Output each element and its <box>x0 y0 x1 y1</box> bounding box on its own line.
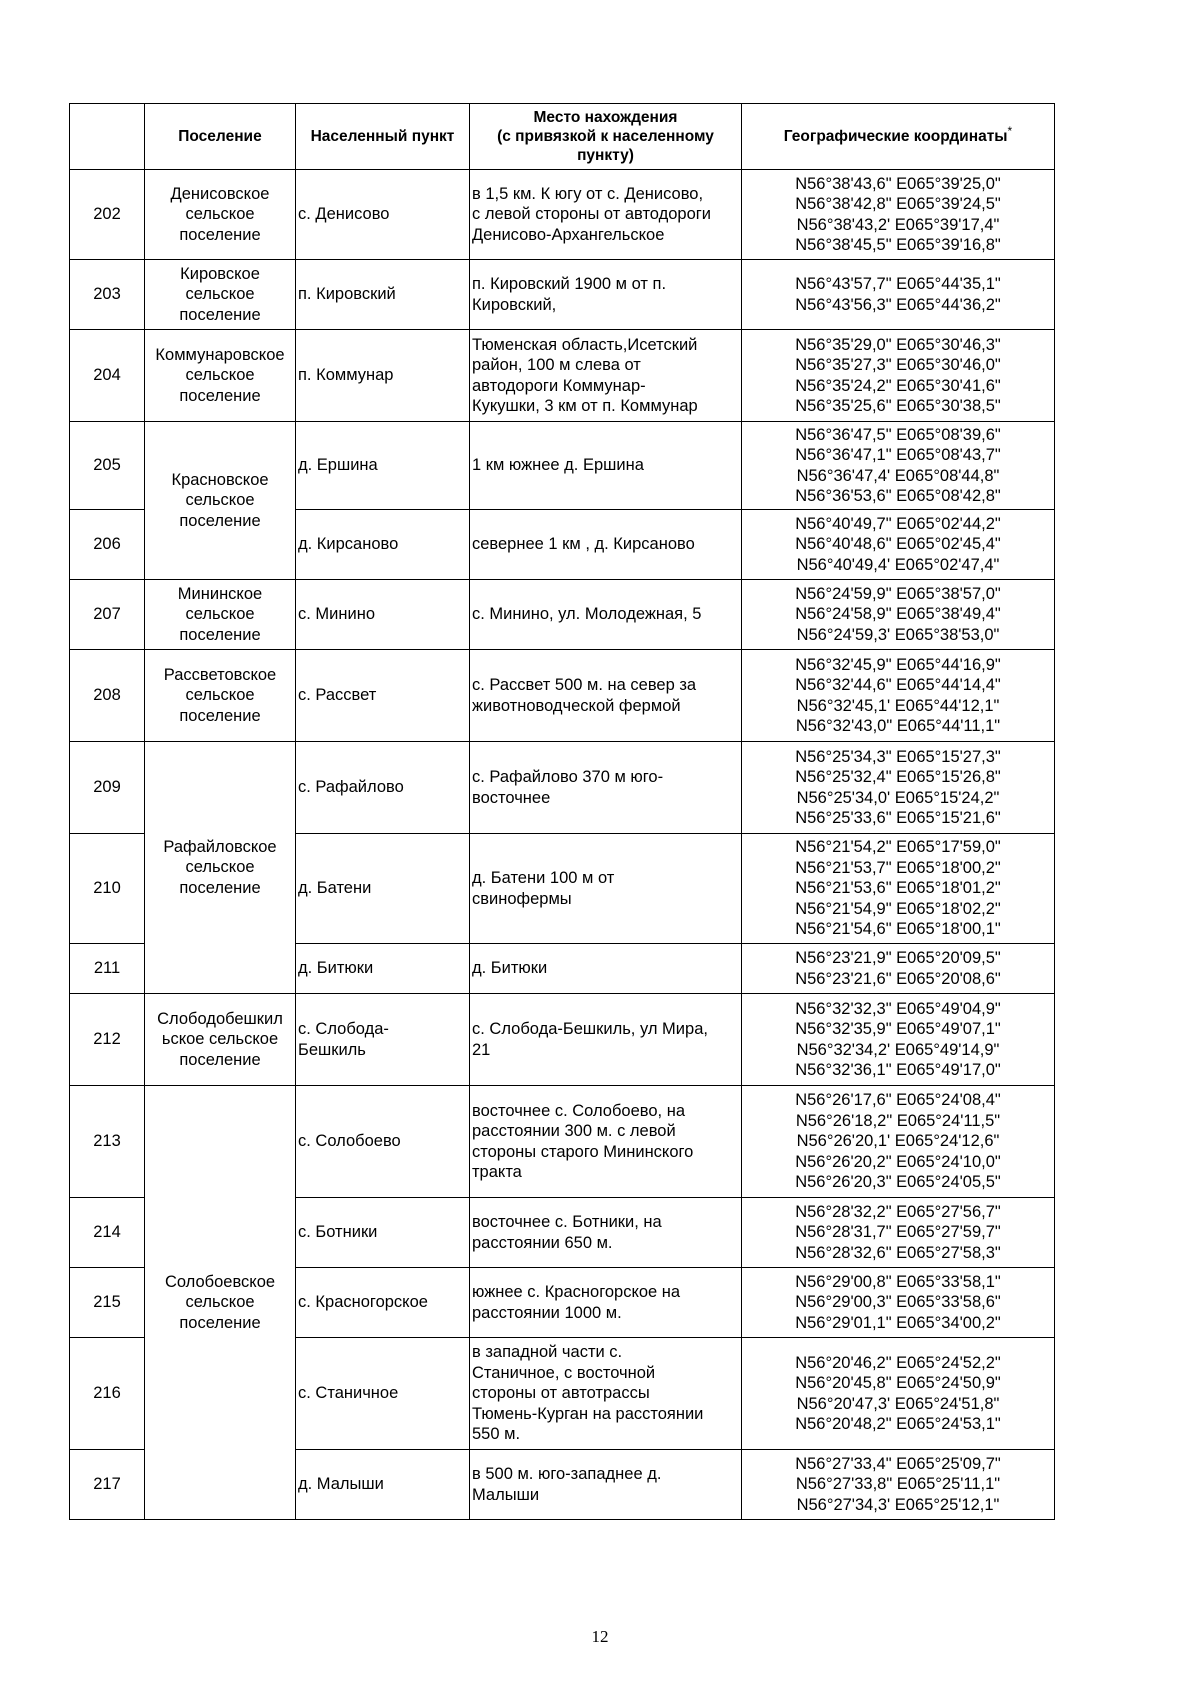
location-cell <box>470 944 742 994</box>
locality-cell <box>296 1086 470 1198</box>
coordinate-line: N56°21'53,6" E065°18'01,2" <box>795 879 1001 898</box>
location-line: автодороги Коммунар- <box>472 376 646 395</box>
coordinate-line: N56°38'45,5" E065°39'16,8" <box>795 236 1001 254</box>
coordinate-line: N56°26'18,2" E065°24'11,5" <box>795 1111 1001 1130</box>
coordinate-line: N56°23'21,9" E065°20'09,5" <box>795 949 1001 967</box>
location-cell <box>470 510 742 580</box>
settlement-line: Слободобешкил <box>157 1009 283 1028</box>
location-cell <box>470 650 742 742</box>
table-row <box>70 170 1055 260</box>
coordinate-line: N56°43'57,7" E065°44'35,1" <box>795 275 1001 293</box>
coordinate-line: N56°32'44,6" E065°44'14,4" <box>795 676 1001 694</box>
location-line: Тюменская область,Исетский <box>472 335 698 354</box>
settlement-line: поселение <box>179 1050 261 1069</box>
coordinate-line: N56°36'47,5" E065°08'39,6" <box>795 425 1001 444</box>
coordinate-line: N56°26'20,1' E065°24'12,6" <box>796 1132 1000 1151</box>
location-line: Малыши <box>472 1485 540 1504</box>
locality-line: с. Денисово <box>298 205 390 224</box>
coordinate-line: N56°40'48,6" E065°02'45,4" <box>795 535 1001 554</box>
settlement-line: сельское <box>185 491 255 510</box>
coordinate-line: N56°28'32,6" E065°27'58,3" <box>795 1243 1001 1262</box>
settlement-line: поселение <box>179 625 261 644</box>
coordinates-cell <box>742 510 1055 580</box>
settlement-cell <box>145 170 296 260</box>
location-cell <box>470 834 742 944</box>
coordinate-line: N56°28'32,2" E065°27'56,7" <box>795 1202 1001 1221</box>
settlement-line: поселение <box>179 386 261 405</box>
coordinate-line: N56°20'46,2" E065°24'52,2" <box>795 1353 1001 1372</box>
coordinate-line: N56°24'59,9" E065°38'57,0" <box>795 584 1001 603</box>
coordinate-line: N56°25'34,0' E065°15'24,2" <box>796 788 1000 807</box>
row-number: 215 <box>70 1268 145 1338</box>
location-line: в западной части с. <box>472 1343 623 1362</box>
coordinate-line: N56°43'56,3" E065°44'36,2" <box>795 295 1001 314</box>
coordinates-cell <box>742 260 1055 330</box>
settlement-line: поселение <box>179 225 261 244</box>
table-row <box>70 580 1055 650</box>
locality-line: с. Станичное <box>298 1384 399 1403</box>
coordinate-line: N56°35'25,6" E065°30'38,5" <box>795 397 1001 415</box>
table-row <box>70 422 1055 510</box>
locality-cell <box>296 944 470 994</box>
settlement-cell <box>145 330 296 422</box>
row-number: 202 <box>70 170 145 260</box>
header-location <box>470 104 742 170</box>
coordinate-line: N56°32'35,9" E065°49'07,1" <box>795 1020 1001 1038</box>
location-line: восточнее с. Солобоево, на <box>472 1101 685 1120</box>
coordinates-cell <box>742 650 1055 742</box>
coordinate-line: N56°38'43,2' E065°39'17,4" <box>796 215 1000 234</box>
row-number: 206 <box>70 510 145 580</box>
settlement-line: Денисовское <box>170 184 270 203</box>
coordinates-cell <box>742 834 1055 944</box>
settlement-line: Рафайловское <box>163 837 277 856</box>
coordinate-line: N56°29'00,3" E065°33'58,6" <box>795 1293 1001 1312</box>
settlement-line: Мининское <box>177 584 263 603</box>
row-number: 213 <box>70 1086 145 1198</box>
locality-cell <box>296 330 470 422</box>
location-line: с. Рассвет 500 м. на север за <box>472 676 697 694</box>
location-line: стороны старого Мининского <box>472 1142 694 1161</box>
row-number: 207 <box>70 580 145 650</box>
coordinates-table <box>69 103 1055 1520</box>
location-cell <box>470 580 742 650</box>
coordinate-line: N56°32'36,1" E065°49'17,0" <box>795 1061 1001 1079</box>
coordinate-line: N56°20'48,2" E065°24'53,1" <box>795 1415 1001 1433</box>
settlement-cell <box>145 580 296 650</box>
location-line: Станичное, с восточной <box>472 1363 656 1382</box>
coordinate-line: N56°20'45,8" E065°24'50,9" <box>795 1374 1001 1392</box>
coordinate-line: N56°25'32,4" E065°15'26,8" <box>795 768 1001 786</box>
location-cell <box>470 994 742 1086</box>
location-cell <box>470 1268 742 1338</box>
settlement-line: поселение <box>179 1313 261 1332</box>
settlement-line: сельское <box>185 366 255 385</box>
coordinates-cell <box>742 170 1055 260</box>
location-cell <box>470 422 742 510</box>
settlement-line: сельское <box>185 1293 255 1312</box>
settlement-line: поселение <box>179 511 261 530</box>
settlement-line: поселение <box>179 305 261 324</box>
coordinates-cell <box>742 1086 1055 1198</box>
page-number: 12 <box>591 1627 609 1646</box>
locality-line: д. Ершина <box>298 456 378 475</box>
location-line: с. Слобода-Бешкиль, ул Мира, <box>472 1020 708 1038</box>
coordinate-line: N56°40'49,7" E065°02'44,2" <box>795 514 1001 533</box>
header-location-line: Место нахождения <box>533 109 678 126</box>
coordinate-line: N56°35'27,3" E065°30'46,0" <box>795 356 1001 374</box>
coordinate-line: N56°28'31,7" E065°27'59,7" <box>795 1223 1001 1242</box>
coordinates-cell <box>742 1198 1055 1268</box>
location-line: расстоянии 300 м. с левой <box>472 1122 676 1140</box>
table-row <box>70 260 1055 330</box>
location-line: восточнее с. Ботники, на <box>472 1213 662 1231</box>
location-line: в 500 м. юго-западнее д. <box>472 1465 662 1483</box>
coordinates-cell <box>742 1338 1055 1450</box>
locality-cell <box>296 834 470 944</box>
row-number: 209 <box>70 742 145 834</box>
location-line: д. Батени 100 м от <box>472 869 615 887</box>
locality-cell <box>296 260 470 330</box>
coordinate-line: N56°32'45,9" E065°44'16,9" <box>795 655 1001 674</box>
header-number <box>70 104 145 170</box>
locality-cell <box>296 1450 470 1520</box>
locality-cell <box>296 510 470 580</box>
settlement-cell <box>145 742 296 994</box>
coordinates-cell <box>742 994 1055 1086</box>
locality-cell <box>296 1198 470 1268</box>
location-cell <box>470 742 742 834</box>
location-line: животноводческой фермой <box>472 696 681 715</box>
row-number: 212 <box>70 994 145 1086</box>
header-location-line: пункту) <box>577 147 634 164</box>
coordinate-line: N56°21'53,7" E065°18'00,2" <box>795 858 1001 877</box>
row-number: 204 <box>70 330 145 422</box>
location-cell <box>470 1338 742 1450</box>
row-number: 210 <box>70 834 145 944</box>
location-line: 1 км южнее д. Ершина <box>472 456 644 475</box>
location-cell <box>470 1450 742 1520</box>
location-line: 21 <box>472 1040 491 1059</box>
coordinate-line: N56°24'59,3' E065°38'53,0" <box>796 625 1000 644</box>
location-line: Кукушки, 3 км от п. Коммунар <box>472 397 698 415</box>
table-row <box>70 742 1055 834</box>
location-line: п. Кировский 1900 м от п. <box>472 275 667 293</box>
coordinate-line: N56°20'47,3' E065°24'51,8" <box>796 1394 1000 1413</box>
coordinate-line: N56°35'24,2" E065°30'41,6" <box>795 376 1001 395</box>
settlement-line: Кировское <box>180 264 260 283</box>
settlement-line: сельское <box>185 858 255 877</box>
coordinate-line: N56°27'33,8" E065°25'11,1" <box>795 1475 1001 1494</box>
locality-line: с. Рафайлово <box>298 778 404 797</box>
location-line: д. Битюки <box>472 959 548 978</box>
settlement-line: поселение <box>179 706 261 725</box>
footnote-asterisk: * <box>1007 123 1013 138</box>
coordinate-line: N56°26'20,2" E065°24'10,0" <box>795 1152 1001 1171</box>
coordinate-line: N56°38'43,6" E065°39'25,0" <box>795 174 1001 193</box>
locality-cell <box>296 650 470 742</box>
settlement-cell <box>145 650 296 742</box>
coordinate-line: N56°32'32,3" E065°49'04,9" <box>795 999 1001 1018</box>
coordinate-line: N56°27'33,4" E065°25'09,7" <box>795 1454 1001 1473</box>
coordinate-line: N56°36'47,4' E065°08'44,8" <box>796 466 1000 485</box>
coordinate-line: N56°21'54,9" E065°18'02,2" <box>795 899 1001 918</box>
locality-line: с. Солобоево <box>298 1132 401 1151</box>
locality-cell <box>296 1338 470 1450</box>
settlement-line: Рассветовское <box>163 665 277 684</box>
location-cell <box>470 1086 742 1198</box>
settlement-line: ьское сельское <box>161 1030 279 1049</box>
location-line: с. Рафайлово 370 м юго- <box>472 768 664 786</box>
location-line: 550 м. <box>472 1425 521 1444</box>
row-number: 216 <box>70 1338 145 1450</box>
header-coordinates-label: Географические координаты <box>783 128 1008 145</box>
location-cell <box>470 170 742 260</box>
settlement-cell <box>145 1086 296 1520</box>
locality-line: с. Рассвет <box>298 686 377 705</box>
locality-line: д. Битюки <box>298 959 374 978</box>
row-number: 217 <box>70 1450 145 1520</box>
header-coordinates <box>742 104 1055 170</box>
coordinates-cell <box>742 330 1055 422</box>
settlement-cell <box>145 260 296 330</box>
locality-line: д. Малыши <box>298 1475 384 1494</box>
coordinate-line: N56°29'00,8" E065°33'58,1" <box>795 1272 1001 1291</box>
settlement-line: Красновское <box>171 470 269 489</box>
settlement-cell <box>145 994 296 1086</box>
locality-line: п. Кировский <box>298 285 396 304</box>
settlement-line: Солобоевское <box>164 1272 276 1291</box>
coordinate-line: N56°29'01,1" E065°34'00,2" <box>795 1313 1001 1332</box>
coordinate-line: N56°26'17,6" E065°24'08,4" <box>795 1091 1001 1110</box>
location-line: в 1,5 км. К югу от с. Денисово, <box>472 184 704 203</box>
coordinate-line: N56°24'58,9" E065°38'49,4" <box>795 605 1001 624</box>
location-cell <box>470 1198 742 1268</box>
location-line: Кировский, <box>472 295 557 314</box>
locality-line: с. Минино <box>298 605 375 624</box>
coordinate-line: N56°25'34,3" E065°15'27,3" <box>795 747 1001 766</box>
settlement-line: сельское <box>185 605 255 624</box>
location-cell <box>470 260 742 330</box>
coordinate-line: N56°32'43,0" E065°44'11,1" <box>795 717 1001 735</box>
settlement-cell <box>145 422 296 580</box>
coordinate-line: N56°38'42,8" E065°39'24,5" <box>795 195 1001 213</box>
locality-cell <box>296 994 470 1086</box>
coordinate-line: N56°21'54,2" E065°17'59,0" <box>795 838 1001 857</box>
coordinate-line: N56°27'34,3' E065°25'12,1" <box>796 1495 1000 1514</box>
locality-line: с. Слобода- <box>298 1020 389 1038</box>
coordinate-line: N56°26'20,3" E065°24'05,5" <box>795 1173 1001 1192</box>
table-header-row <box>70 104 1055 170</box>
locality-cell <box>296 1268 470 1338</box>
settlement-line: Коммунаровское <box>155 345 285 364</box>
coordinate-line: N56°25'33,6" E065°15'21,6" <box>795 809 1001 827</box>
coordinates-cell <box>742 1268 1055 1338</box>
locality-line: п. Коммунар <box>298 366 394 385</box>
row-number: 203 <box>70 260 145 330</box>
coordinate-line: N56°21'54,6" E065°18'00,1" <box>795 920 1001 939</box>
locality-cell <box>296 580 470 650</box>
coordinates-cell <box>742 1450 1055 1520</box>
table-body <box>70 170 1055 1520</box>
table-row <box>70 994 1055 1086</box>
locality-line: Бешкиль <box>298 1040 366 1059</box>
locality-cell <box>296 742 470 834</box>
locality-line: д. Кирсаново <box>298 535 399 554</box>
location-line: южнее с. Красногорское на <box>472 1283 681 1301</box>
settlement-line: сельское <box>185 686 255 705</box>
table-row <box>70 650 1055 742</box>
table-row <box>70 330 1055 422</box>
location-line: расстоянии 650 м. <box>472 1233 613 1252</box>
location-line: Тюмень-Курган на расстоянии <box>472 1404 704 1423</box>
coordinate-line: N56°32'45,1' E065°44'12,1" <box>796 696 1000 715</box>
row-number: 214 <box>70 1198 145 1268</box>
header-location-line: (с привязкой к населенному <box>497 128 714 145</box>
locality-line: с. Красногорское <box>298 1293 428 1312</box>
location-line: расстоянии 1000 м. <box>472 1303 622 1322</box>
location-line: севернее 1 км , д. Кирсаново <box>472 535 695 554</box>
location-line: тракта <box>472 1163 522 1181</box>
coordinate-line: N56°35'29,0" E065°30'46,3" <box>795 335 1001 354</box>
settlement-line: сельское <box>185 285 255 304</box>
settlement-line: сельское <box>185 205 255 224</box>
locality-cell <box>296 422 470 510</box>
settlement-line: поселение <box>179 878 261 897</box>
coordinates-cell <box>742 742 1055 834</box>
location-cell <box>470 330 742 422</box>
row-number: 205 <box>70 422 145 510</box>
locality-line: с. Ботники <box>298 1223 378 1242</box>
coordinates-cell <box>742 944 1055 994</box>
table-row <box>70 1086 1055 1198</box>
location-line: восточнее <box>472 788 551 807</box>
coordinate-line: N56°36'53,6" E065°08'42,8" <box>795 487 1001 505</box>
coordinate-line: N56°23'21,6" E065°20'08,6" <box>795 969 1001 988</box>
locality-cell <box>296 170 470 260</box>
header-settlement: Поселение <box>145 104 296 170</box>
location-line: район, 100 м слева от <box>472 356 641 374</box>
row-number: 208 <box>70 650 145 742</box>
header-locality: Населенный пункт <box>296 104 470 170</box>
row-number: 211 <box>70 944 145 994</box>
location-line: Денисово-Архангельское <box>472 225 665 244</box>
coordinate-line: N56°32'34,2' E065°49'14,9" <box>796 1040 1000 1059</box>
location-line: с левой стороны от автодороги <box>472 205 712 224</box>
coordinate-line: N56°36'47,1" E065°08'43,7" <box>795 446 1001 464</box>
location-line: стороны от автотрассы <box>472 1384 650 1403</box>
locality-line: д. Батени <box>298 879 372 898</box>
coordinates-cell <box>742 422 1055 510</box>
coordinate-line: N56°40'49,4' E065°02'47,4" <box>796 555 1000 574</box>
location-line: свинофермы <box>472 889 572 908</box>
location-line: с. Минино, ул. Молодежная, 5 <box>472 605 702 624</box>
coordinates-cell <box>742 580 1055 650</box>
